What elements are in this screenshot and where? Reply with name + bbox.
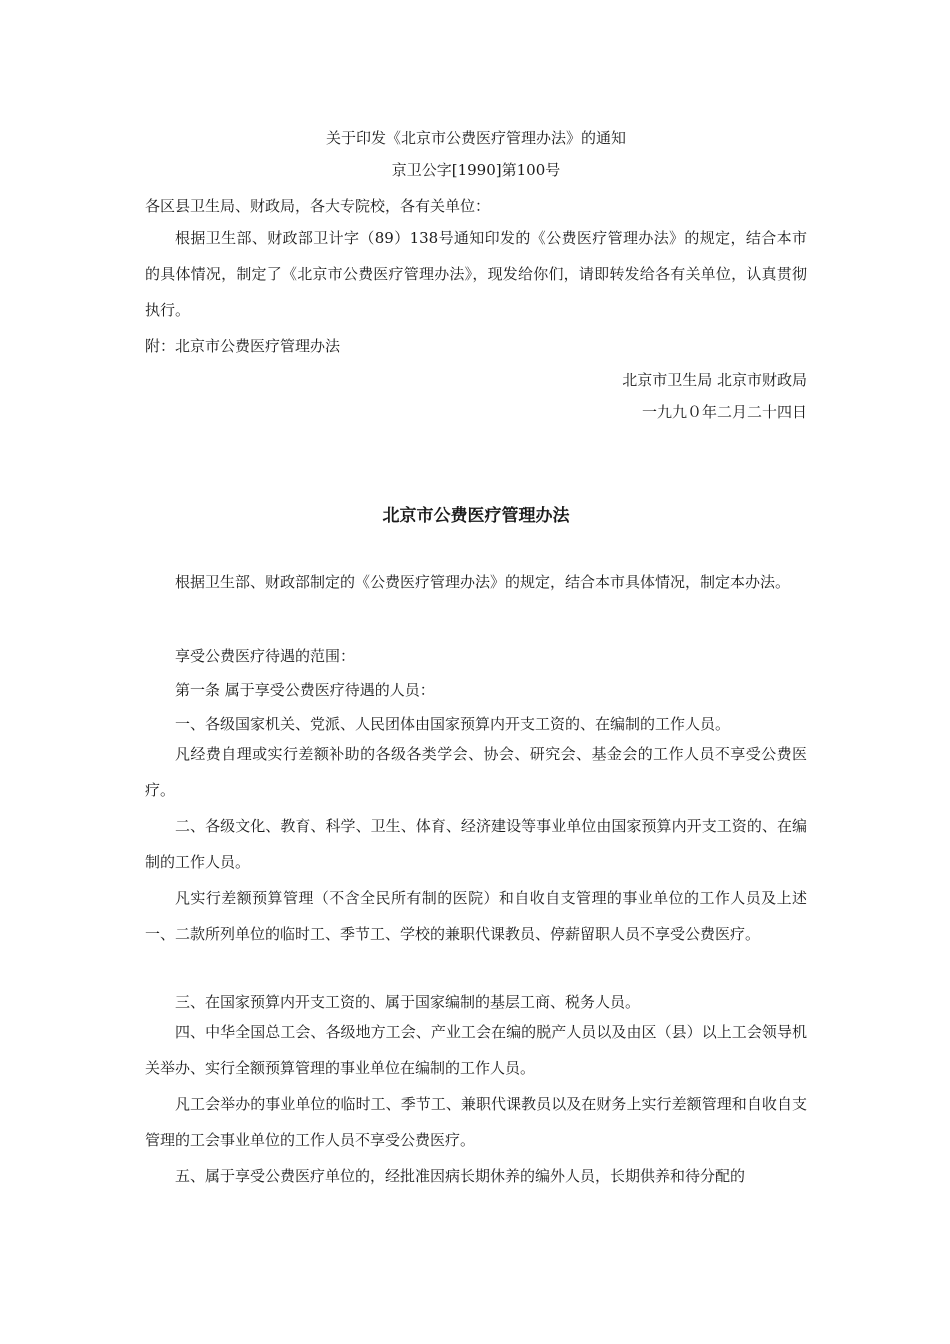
scope-heading: 享受公费医疗待遇的范围： xyxy=(175,647,356,665)
notice-attachment: 附：北京市公费医疗管理办法 xyxy=(145,337,341,355)
item-4-note: 凡工会举办的事业单位的临时工、季节工、兼职代课教员以及在财务上实行差额管理和自收自支管理的工会事业单位的工作人员不享受公费医疗。 xyxy=(145,1095,807,1149)
measures-title: 北京市公费医疗管理办法 xyxy=(382,506,570,526)
notice-title: 关于印发《北京市公费医疗管理办法》的通知 xyxy=(325,129,626,147)
article-1: 第一条 属于享受公费医疗待遇的人员： xyxy=(175,681,435,699)
measures-intro: 根据卫生部、财政部制定的《公费医疗管理办法》的规定，结合本市具体情况，制定本办法。 xyxy=(175,573,791,591)
item-2-note: 凡实行差额预算管理（不含全民所有制的医院）和自收自支管理的事业单位的工作人员及上述一、二款所列单位的临时工、季节工、学校的兼职代课教员、停薪留职人员不享受公费医疗。 xyxy=(145,889,807,943)
notice-issuers: 北京市卫生局 北京市财政局 xyxy=(622,371,807,389)
notice-recipients: 各区县卫生局、财政局，各大专院校，各有关单位： xyxy=(145,197,491,215)
document-number: 京卫公字[1990]第100号 xyxy=(391,161,561,179)
item-1: 一、各级国家机关、党派、人民团体由国家预算内开支工资的、在编制的工作人员。 xyxy=(175,715,731,733)
notice-date: 一九九０年二月二十四日 xyxy=(641,403,807,421)
item-1-note: 凡经费自理或实行差额补助的各级各类学会、协会、研究会、基金会的工作人员不享受公费医疗。 xyxy=(145,745,807,799)
notice-body: 根据卫生部、财政部卫计字（89）138号通知印发的《公费医疗管理办法》的规定，结合本市的具体情况，制定了《北京市公费医疗管理办法》，现发给你们，请即转发给各有关单位，认真贯彻执行。 xyxy=(145,229,807,319)
item-3: 三、在国家预算内开支工资的、属于国家编制的基层工商、税务人员。 xyxy=(175,993,641,1011)
item-2: 二、各级文化、教育、科学、卫生、体育、经济建设等事业单位由国家预算内开支工资的、在编制的工作人员。 xyxy=(145,817,807,871)
item-5: 五、属于享受公费医疗单位的，经批准因病长期休养的编外人员，长期供养和待分配的 xyxy=(175,1167,746,1185)
item-4: 四、中华全国总工会、各级地方工会、产业工会在编的脱产人员以及由区（县）以上工会领导机关举办、实行全额预算管理的事业单位在编制的工作人员。 xyxy=(145,1023,807,1077)
